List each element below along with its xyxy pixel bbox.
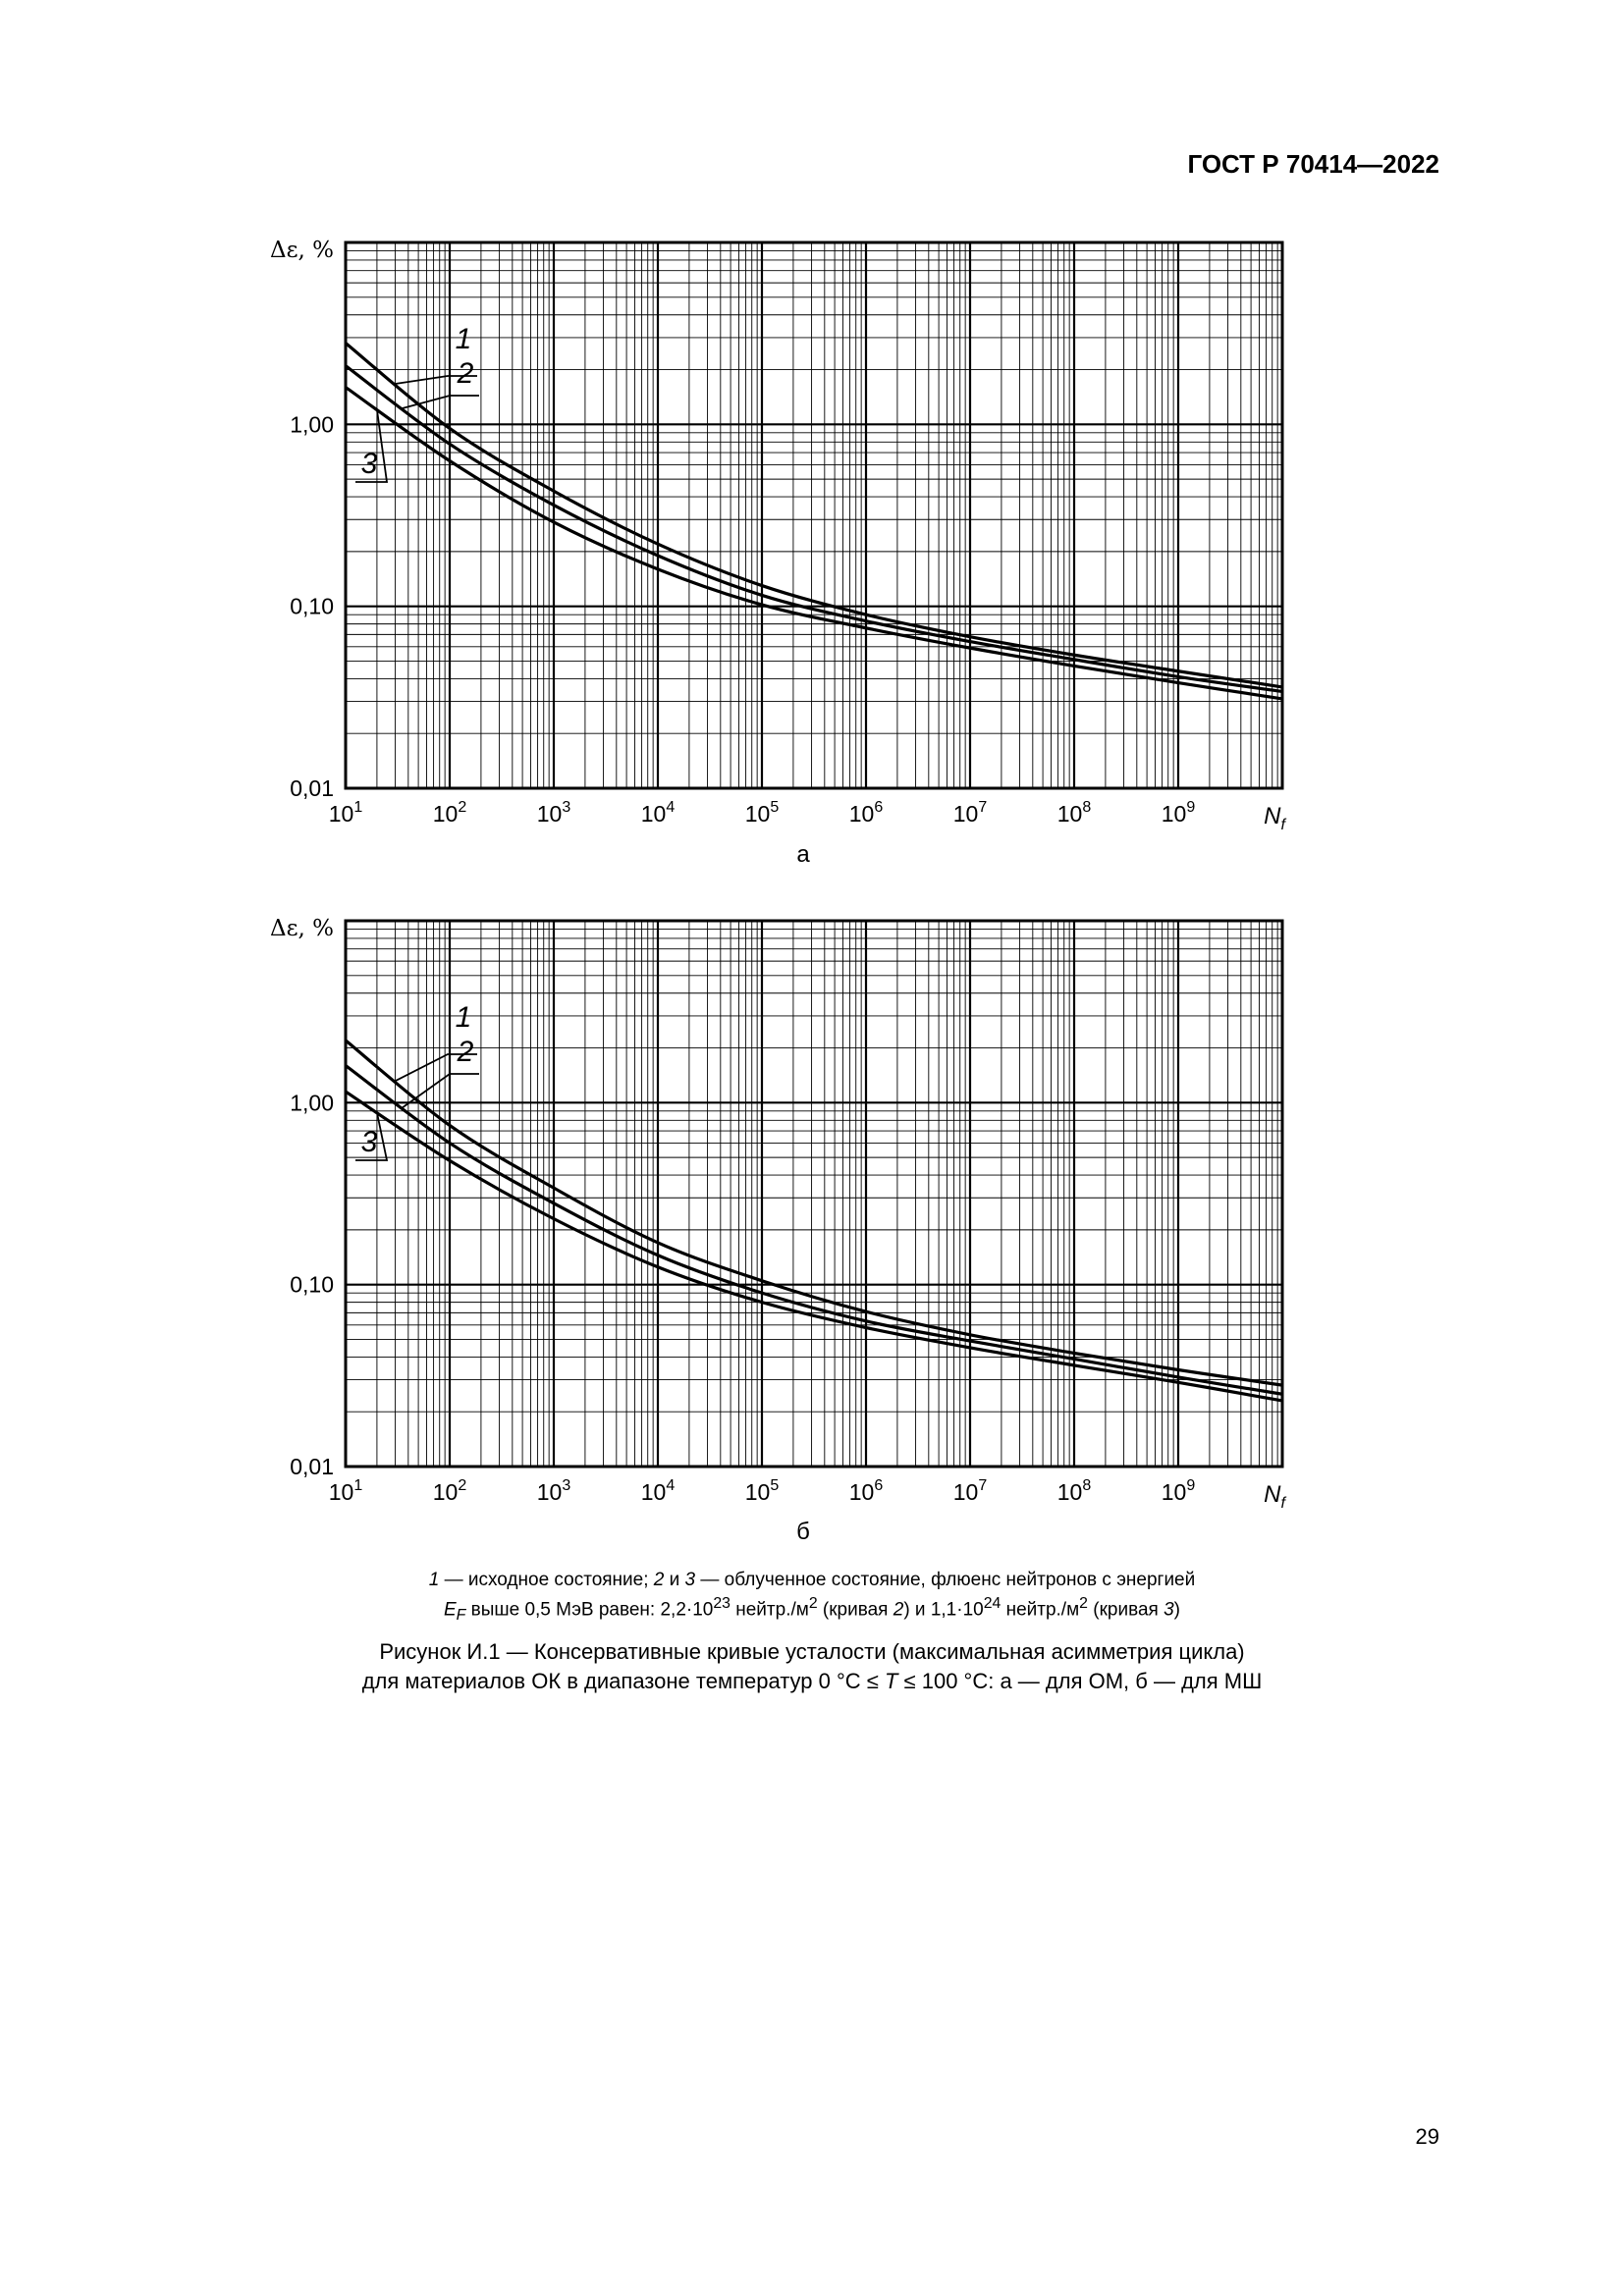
caption-text: для материалов ОК в диапазоне температур 0 °С ≤: [361, 1669, 885, 1693]
legend-symbol-f: F: [456, 1607, 466, 1625]
x-tick-label: [641, 1477, 676, 1505]
curve-label-1: 1: [455, 323, 472, 355]
legend-text: — облученное состояние, флюенс нейтронов с энергией: [695, 1570, 1196, 1590]
y-axis-label: Δε, %: [269, 916, 334, 941]
x-tick-exp: 4: [666, 799, 676, 816]
x-tick-exp: 4: [666, 1477, 676, 1494]
x-tick-exp: 7: [978, 1477, 988, 1494]
y-tick-label: 0,01: [290, 775, 334, 801]
legend-note-line-2: [0, 1592, 1624, 1628]
y-tick-label: 1,00: [290, 411, 334, 438]
x-tick-label: [329, 1477, 363, 1505]
x-tick-base: 10: [328, 801, 354, 827]
x-tick-exp: 9: [1186, 799, 1196, 816]
x-tick-label: [1057, 1477, 1092, 1505]
y-tick-label: 0,10: [290, 1271, 334, 1298]
y-axis-label: Δε, %: [269, 238, 334, 263]
x-tick-base: 10: [640, 1479, 667, 1505]
curve-label-2: 2: [457, 357, 474, 390]
x-tick-label: [745, 1477, 780, 1505]
panel-label: б: [796, 1519, 810, 1545]
x-tick-exp: 9: [1186, 1477, 1196, 1494]
curve-label-2: 2: [457, 1036, 474, 1068]
legend-exp: 23: [713, 1595, 731, 1612]
legend-curve-2-ref: 2: [653, 1570, 665, 1590]
x-tick-base: 10: [744, 801, 771, 827]
legend-symbol-e: E: [443, 1599, 457, 1621]
legend-curve-1-ref: 1: [428, 1570, 440, 1590]
y-tick-label: 0,10: [290, 593, 334, 619]
curve-label-3: 3: [360, 448, 378, 480]
series-line-3: [346, 1092, 1282, 1401]
series-line-1: [346, 1041, 1282, 1385]
x-tick-exp: 5: [770, 799, 780, 816]
x-tick-base: 10: [432, 1479, 459, 1505]
legend-text: нейтр./м: [730, 1599, 809, 1621]
x-tick-base: 10: [1161, 1479, 1187, 1505]
legend-curve-3-ref: 3: [1164, 1599, 1174, 1621]
plot-frame: [346, 921, 1282, 1467]
x-tick-label: [1162, 1477, 1196, 1505]
x-tick-base: 10: [952, 1479, 979, 1505]
x-tick-base: 10: [1161, 801, 1187, 827]
x-tick-base: 10: [536, 1479, 563, 1505]
x-axis-label-sub: f: [1280, 817, 1285, 833]
legend-text: нейтр./м: [1001, 1599, 1080, 1621]
grid: [346, 921, 1282, 1467]
x-tick-base: 10: [952, 801, 979, 827]
x-tick-label: [433, 1477, 467, 1505]
x-tick-exp: 1: [353, 1477, 363, 1494]
legend-curve-3-ref: 3: [684, 1570, 696, 1590]
x-tick-exp: 7: [978, 799, 988, 816]
x-tick-label: [953, 1477, 988, 1505]
legend-text: (кривая: [1087, 1599, 1164, 1621]
x-tick-exp: 3: [562, 1477, 571, 1494]
x-tick-exp: 6: [874, 799, 884, 816]
legend-text: — исходное состояние;: [439, 1570, 654, 1590]
legend-text: (кривая: [817, 1599, 893, 1621]
panel-label: а: [796, 841, 810, 868]
figure-caption: [0, 1637, 1624, 1696]
x-tick-base: 10: [1056, 1479, 1083, 1505]
x-axis-label-main: N: [1264, 803, 1281, 829]
legend-exp: 2: [808, 1595, 818, 1612]
x-tick-base: 10: [744, 1479, 771, 1505]
x-tick-base: 10: [1056, 801, 1083, 827]
x-tick-label: [849, 1477, 884, 1505]
x-tick-base: 10: [640, 801, 667, 827]
caption-text: ≤ 100 °С: а — для ОМ, б — для МШ: [897, 1669, 1263, 1693]
legend-exp: 24: [983, 1595, 1001, 1612]
x-tick-base: 10: [328, 1479, 354, 1505]
legend-curve-2-ref: 2: [893, 1599, 904, 1621]
legend-note-line-1: [0, 1569, 1624, 1592]
x-tick-exp: 5: [770, 1477, 780, 1494]
curve-label-1: 1: [455, 1001, 472, 1034]
legend-text: ) и 1,1·10: [903, 1599, 984, 1621]
x-tick-exp: 8: [1082, 1477, 1092, 1494]
x-tick-exp: 2: [458, 1477, 467, 1494]
series-group: [346, 1041, 1282, 1401]
caption-line-2: [0, 1667, 1624, 1696]
legend-text: ): [1173, 1599, 1180, 1621]
caption-symbol-t: T: [884, 1669, 898, 1693]
x-tick-base: 10: [848, 801, 875, 827]
x-axis-label-main: N: [1264, 1481, 1281, 1508]
y-tick-label: 0,01: [290, 1454, 334, 1479]
x-tick-base: 10: [536, 801, 563, 827]
x-tick-exp: 1: [353, 799, 363, 816]
x-tick-exp: 8: [1082, 799, 1092, 816]
x-tick-base: 10: [848, 1479, 875, 1505]
legend-note: [0, 1569, 1624, 1628]
x-tick-exp: 3: [562, 799, 571, 816]
x-tick-label: [537, 1477, 571, 1505]
legend-text: и: [664, 1570, 685, 1590]
page-number: 29: [1415, 2124, 1439, 2149]
x-tick-exp: 2: [458, 799, 467, 816]
x-tick-exp: 6: [874, 1477, 884, 1494]
page-header: ГОСТ Р 70414—2022: [1187, 149, 1439, 179]
legend-exp: 2: [1079, 1595, 1088, 1612]
legend-text: выше 0,5 МэВ равен: 2,2·10: [465, 1599, 714, 1621]
curve-label-3: 3: [360, 1126, 378, 1158]
x-tick-base: 10: [432, 801, 459, 827]
x-axis-label: [1264, 1481, 1286, 1512]
y-tick-label: 1,00: [290, 1090, 334, 1116]
x-axis-label-sub: f: [1280, 1495, 1285, 1512]
caption-line-1: Рисунок И.1 — Консервативные кривые усталости (максимальная асимметрия цикла): [379, 1639, 1245, 1664]
